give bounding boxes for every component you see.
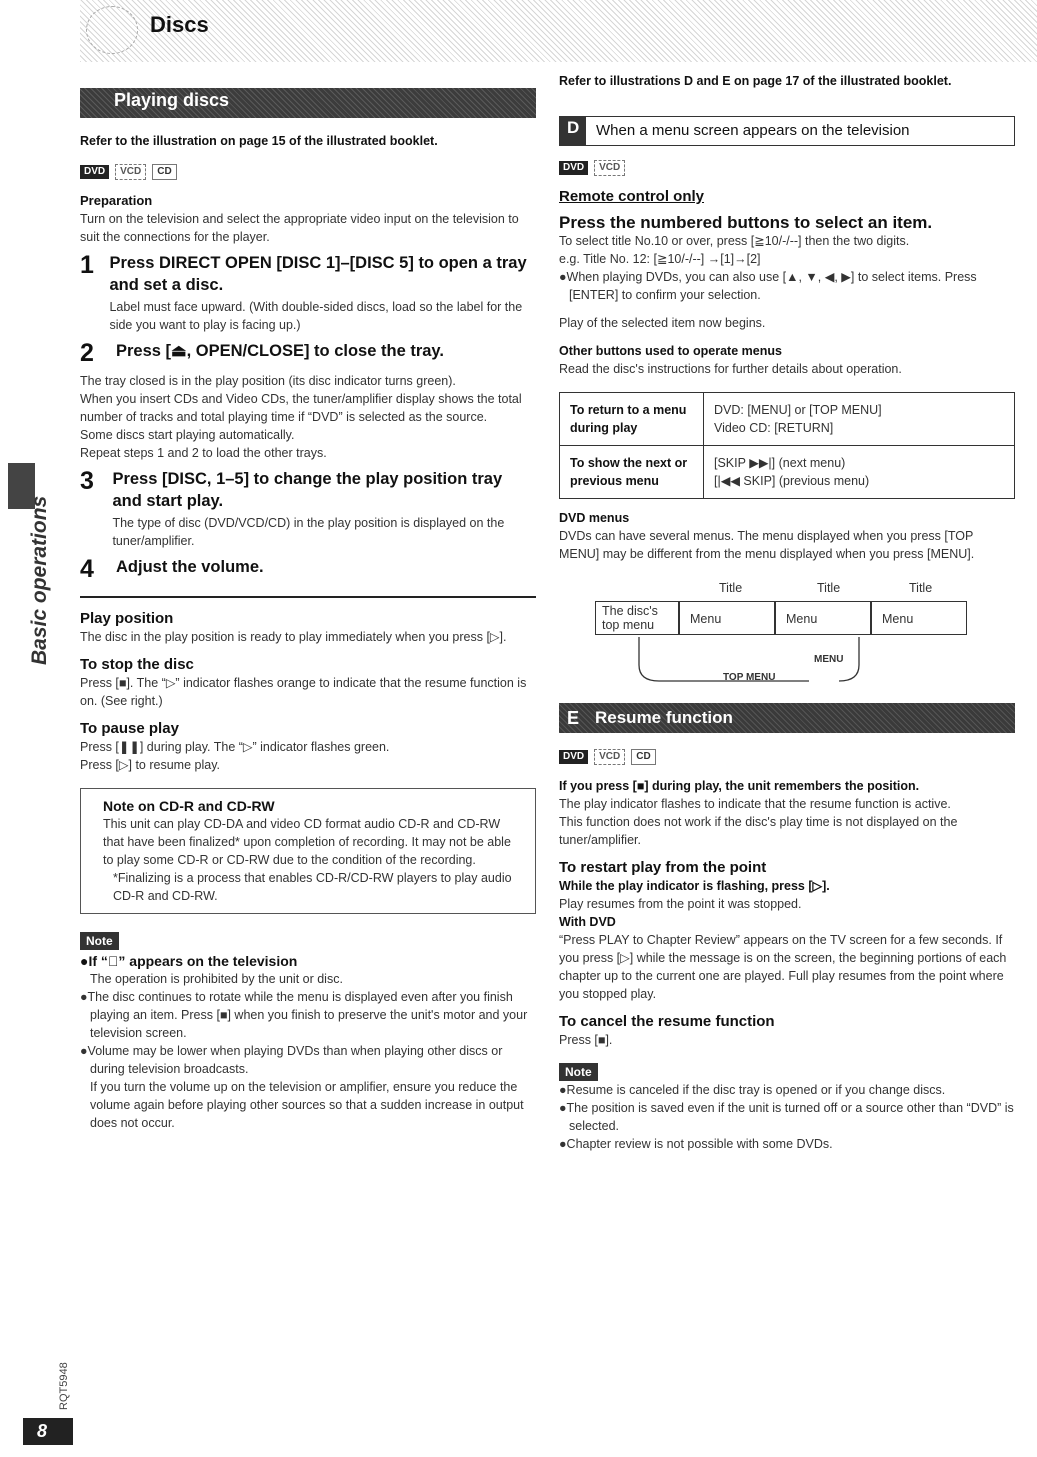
paragraph: e.g. Title No. 12: [≧10/-/--] →[1]→[2] [559, 252, 761, 266]
preparation-text: Turn on the television and select the appropriate video input on the television to suit the connections for the player. [80, 212, 519, 244]
box-title: Note on CD-R and CD-RW [103, 798, 275, 814]
step-number: 1 [80, 251, 94, 279]
note-label: Note [80, 932, 119, 950]
badge-vcd: VCD [594, 160, 625, 176]
section-title: When a menu screen appears on the television [596, 122, 910, 139]
dvd-menu-diagram [559, 571, 1015, 691]
cell-line: [|◀◀ SKIP] (previous menu) [714, 474, 870, 488]
preparation-heading: Preparation [80, 193, 153, 208]
badge-cd: CD [152, 164, 176, 180]
paragraph: When you insert CDs and Video CDs, the tuner/amplifier display shows the total number of tracks and total playing time if “DVD” is selected as the source. [80, 392, 522, 424]
section-letter: D [560, 116, 586, 146]
cd-r-note-box [80, 788, 536, 914]
step-number: 4 [80, 555, 94, 583]
note-heading: ●If “⃠” appears on the television [80, 953, 298, 969]
paragraph: Play resumes from the point it was stopped. [559, 897, 802, 911]
badge-vcd: VCD [594, 749, 625, 765]
paragraph: ●When playing DVDs, you can also use [▲, ▼, ◀, ▶] to select items. Press [ENTER] to confirm your selection. [559, 270, 977, 302]
table-cell [704, 393, 1015, 446]
menu-button-label: MENU [814, 654, 844, 665]
note-bullet: ●The position is saved even if the unit is turned off or a source other than “DVD” is selected. [559, 1101, 1014, 1133]
note-bullet: ●The disc continues to rotate while the menu is displayed even after you finish playing an item. Press [■] when you finish to preserve the unit's motor and your television screen. [80, 990, 528, 1040]
illustration-ref: Refer to the illustration on page 15 of the illustrated booklet. [80, 134, 438, 148]
step-1 [80, 252, 536, 334]
title-label: Title [817, 581, 841, 595]
page-number: 8 [23, 1418, 73, 1445]
step-number: 3 [80, 467, 94, 495]
section-side-label: Basic operations [28, 495, 51, 665]
step-2 [80, 340, 536, 366]
note-bullet: ●Resume is canceled if the disc tray is opened or if you change discs. [559, 1083, 946, 1097]
disc-type-badges [80, 164, 536, 180]
step-title: Press DIRECT OPEN [DISC 1]–[DISC 5] to open a tray and set a disc. [109, 254, 527, 294]
badge-dvd: DVD [559, 750, 588, 764]
step-title: Press [⏏, OPEN/CLOSE] to close the tray. [116, 342, 444, 360]
cancel-heading: To cancel the resume function [559, 1013, 775, 1030]
table-cell [704, 446, 1015, 499]
step-body: Label must face upward. (With double-sided discs, load so the label for the side you want to play is facing up.) [109, 300, 523, 332]
section-letter: E [567, 708, 580, 728]
paragraph: DVDs can have several menus. The menu displayed when you press [TOP MENU] may be different from the menu displayed when you press [MENU]. [559, 529, 975, 561]
disc-type-badges [559, 749, 1015, 765]
title-label: Title [719, 581, 743, 595]
section-title-playing-discs: Playing discs [80, 88, 536, 118]
paragraph: The play indicator flashes to indicate that the resume function is active. [559, 797, 951, 811]
press-heading: Press the numbered buttons to select an item. [559, 213, 933, 232]
with-dvd-heading: With DVD [559, 915, 616, 929]
badge-vcd: VCD [115, 164, 146, 180]
left-column [80, 88, 536, 1132]
step-title: Adjust the volume. [116, 558, 264, 576]
remote-only-heading: Remote control only [559, 188, 705, 205]
divider [80, 596, 536, 598]
illustration-ref: Refer to illustrations D and E on page 17 of the illustrated booklet. [559, 74, 952, 88]
section-e-header [559, 703, 1015, 733]
section-d-header [559, 116, 1015, 146]
note-bullet: ●Volume may be lower when playing DVDs than when playing other discs or during television broadcasts. [80, 1044, 503, 1076]
paragraph: Play of the selected item now begins. [559, 316, 766, 330]
badge-cd: CD [631, 749, 655, 765]
disc-icon [86, 6, 138, 54]
step-body: The type of disc (DVD/VCD/CD) in the play position is displayed on the tuner/amplifier. [112, 516, 505, 548]
paragraph: To select title No.10 or over, press [≧10/-/--] then the two digits. [559, 234, 910, 248]
paragraph: Read the disc's instructions for further details about operation. [559, 362, 902, 376]
stop-heading: To stop the disc [80, 656, 194, 673]
header-band [80, 0, 1037, 62]
step-number: 2 [80, 339, 94, 367]
top-menu-box: The disc's top menu [595, 601, 679, 635]
cell-line: Video CD: [RETURN] [714, 421, 834, 435]
table-cell: To return to a menu during play [560, 393, 704, 446]
cell-line: DVD: [MENU] or [TOP MENU] [714, 403, 882, 417]
menu-buttons-table [559, 392, 1015, 499]
dvd-menus-heading: DVD menus [559, 511, 630, 525]
pause-text: Press [▷] to resume play. [80, 758, 220, 772]
paragraph: Press [■]. [559, 1033, 613, 1047]
cell-line: [SKIP ▶▶|] (next menu) [714, 456, 846, 470]
page-title: Discs [150, 12, 209, 37]
resume-heading: If you press [■] during play, the unit remembers the position. [559, 779, 920, 793]
note-label: Note [559, 1063, 598, 1081]
box-footnote: *Finalizing is a process that enables CD-R/CD-RW players to play audio CD-R and CD-RW. [113, 871, 512, 903]
table-row [560, 446, 1015, 499]
document-code: RQT5948 [58, 1362, 70, 1410]
stop-text: Press [■]. The “▷” indicator flashes orange to indicate that the resume function is on. (See right.) [80, 676, 527, 708]
note-bullet: ●Chapter review is not possible with some DVDs. [559, 1137, 833, 1151]
other-buttons-heading: Other buttons used to operate menus [559, 344, 782, 358]
disc-type-badges [559, 160, 1015, 176]
paragraph: The tray closed is in the play position (its disc indicator turns green). [80, 374, 456, 388]
paragraph: “Press PLAY to Chapter Review” appears on the TV screen for a few seconds. If you press [▷] while the message is on the screen, the beginning portions of each chapter up to the current one are played. Full play resumes from the point where you stopped play. [559, 933, 1007, 1001]
paragraph: This function does not work if the disc's play time is not displayed on the tuner/amplifier. [559, 815, 958, 847]
step-2-body [80, 372, 536, 462]
paragraph: Repeat steps 1 and 2 to load the other trays. [80, 446, 327, 460]
pause-text: Press [❚❚] during play. The “▷” indicator flashes green. [80, 740, 390, 754]
step-title: Press [DISC, 1–5] to change the play position tray and start play. [112, 470, 503, 510]
menu-box: Menu [775, 601, 871, 635]
box-text: This unit can play CD-DA and video CD format audio CD-R and CD-RW that have been finalized* upon completion of recording. It may not be able to play some CD-R or CD-RW due to the condition of the recording. [103, 817, 511, 867]
diagram-arrows [629, 635, 889, 689]
restart-subheading: While the play indicator is flashing, press [▷]. [559, 879, 830, 893]
menu-box: Menu [871, 601, 967, 635]
title-label: Title [909, 581, 933, 595]
pause-heading: To pause play [80, 720, 179, 737]
paragraph: Some discs start playing automatically. [80, 428, 295, 442]
play-position-text: The disc in the play position is ready to play immediately when you press [▷]. [80, 630, 507, 644]
table-row [560, 393, 1015, 446]
section-title: Resume function [595, 708, 733, 727]
note-text: The operation is prohibited by the unit or disc. [90, 972, 343, 986]
badge-dvd: DVD [559, 161, 588, 175]
restart-heading: To restart play from the point [559, 859, 767, 876]
menu-box: Menu [679, 601, 775, 635]
top-menu-button-label: TOP MENU [723, 672, 776, 683]
step-4 [80, 556, 536, 582]
right-column [559, 72, 1015, 1153]
step-3 [80, 468, 536, 550]
badge-dvd: DVD [80, 165, 109, 179]
play-position-heading: Play position [80, 610, 174, 627]
table-cell: To show the next or previous menu [560, 446, 704, 499]
note-text: If you turn the volume up on the television or amplifier, ensure you reduce the volume again before playing other sources so that a sudden increase in output does not occur. [90, 1080, 524, 1130]
